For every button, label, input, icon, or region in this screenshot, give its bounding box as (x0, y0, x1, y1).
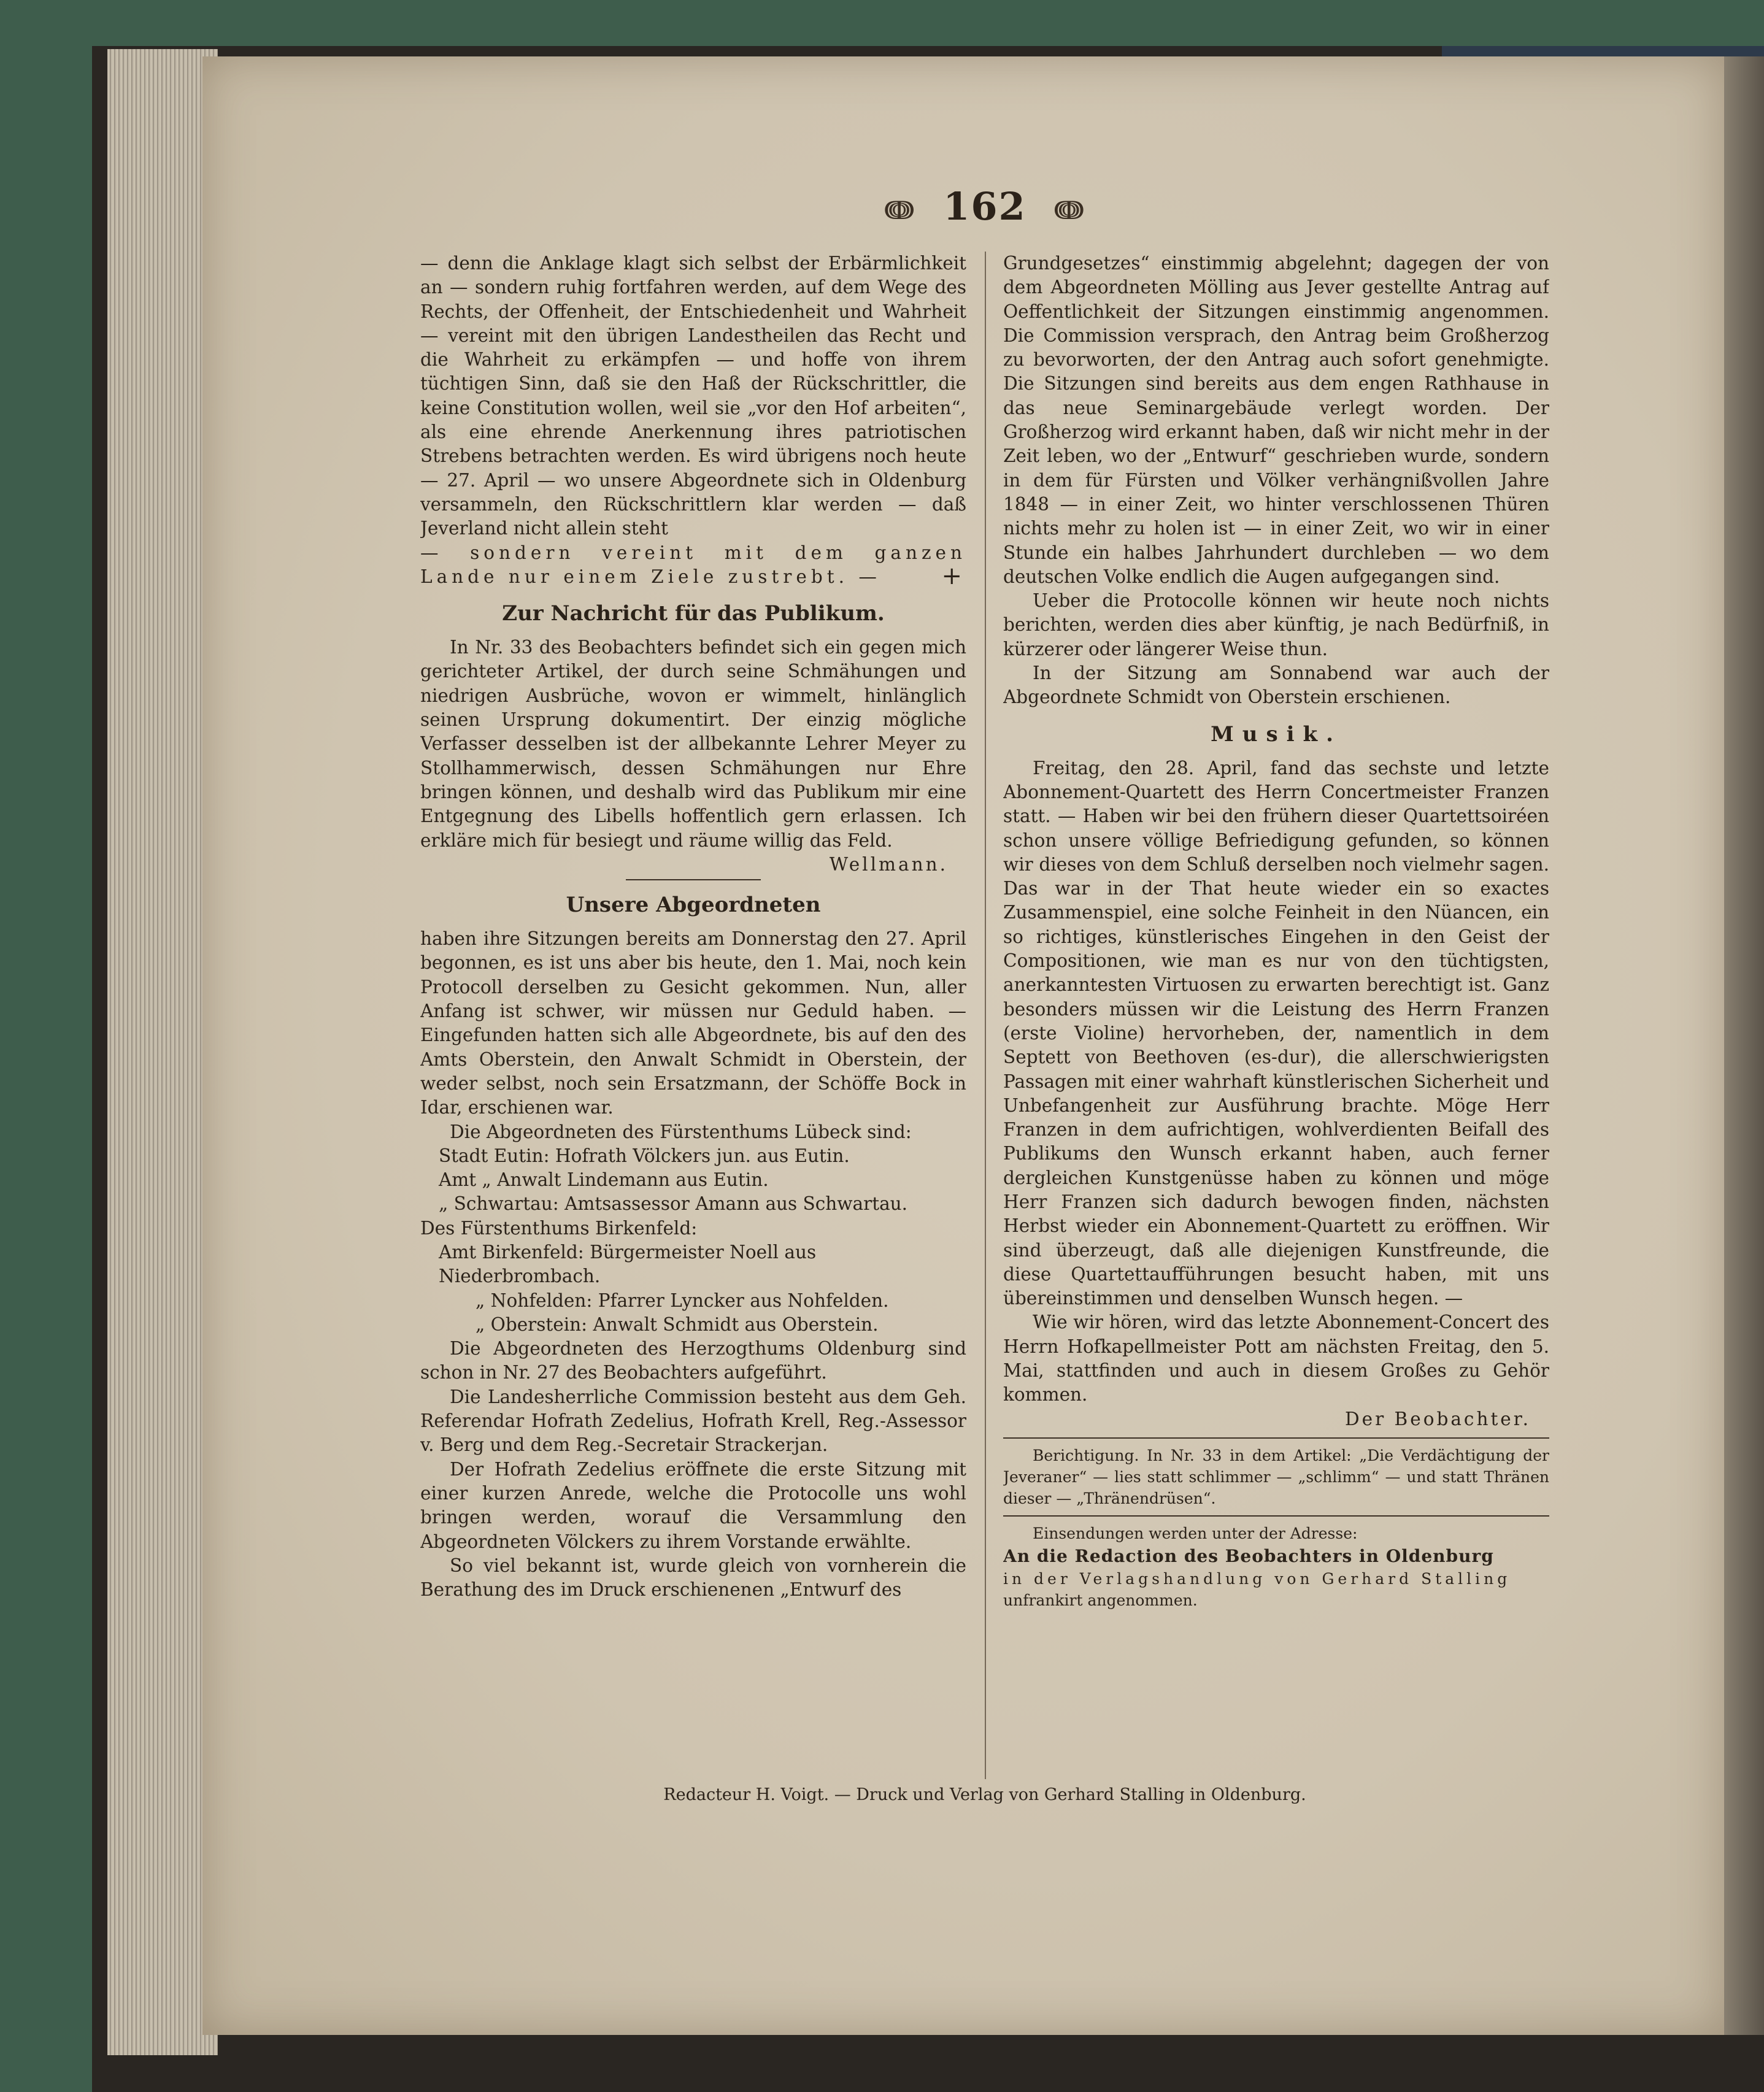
luebeck-list (420, 1144, 966, 1217)
notice-signature: Wellmann. (829, 853, 948, 875)
concert-paragraph: Wie wir hören, wird das letzte Abonnement-Concert des Herrn Hofkapellmeister Pott am nächsten Freitag, den 5. Mai, stattfinden und auch in diesem Großes zu Gehör kommen. (1003, 1312, 1549, 1406)
imprint-footer: Redacteur H. Voigt. — Druck und Verlag von Gerhard Stalling in Oldenburg. (663, 1785, 1306, 1804)
list-item: „ Schwartau: Amtsassessor Amann aus Schwartau. (439, 1193, 908, 1215)
address-rule (1003, 1515, 1549, 1517)
cross-mark: + (941, 561, 966, 590)
deliberation-paragraph: So viel bekannt ist, wurde gleich von vornherein die Berathung des im Druck erschienenen „Entwurf des (420, 1555, 966, 1601)
list-item: Stadt Eutin: Hofrath Völckers jun. aus Eutin. (439, 1145, 850, 1166)
opening-paragraph: Der Hofrath Zedelius eröffnete die erste Sitzung mit einer kurzen Anrede, welche die Protocolle uns wohl bringen werden, worauf die Versammlung den Abgeordneten Völckers zu ihrem Vorstande erwählte. (420, 1458, 966, 1552)
left-column (420, 252, 966, 1804)
notice-paragraph: In Nr. 33 des Beobachters befindet sich ein gegen mich gerichteter Artikel, der durch seine Schmähungen und niedrigen Ausbrüche, wovon er wimmelt, hinlänglich seinen Ursprung dokumentirt. Der einzig mögliche Verfasser desselben ist der allbekannte Lehrer Meyer zu Stollhammerwisch, dessen Schmähungen nur Ehre bringen können, und deshalb wird das Publikum mir eine Entgegnung des Libells hoffentlich gern erlassen. Ich erkläre mich für besiegt und räume willig das Feld. (420, 637, 966, 851)
heading-musik: Musik. (1211, 721, 1342, 747)
article-continuation-spaced: — sondern vereint mit dem ganzen Lande nur einem Ziele zustrebt. — + (420, 542, 966, 590)
luebeck-intro: Die Abgeordneten des Fürstenthums Lübeck sind: (450, 1121, 912, 1142)
submission-line-3: in der Verlagshandlung von Gerhard Stalling (1003, 1570, 1511, 1588)
correction-notice: Berichtigung. In Nr. 33 in dem Artikel: „Die Verdächtigung der Jeveraner“ — lies statt schlimmer — „schlimm“ — und statt Thränen dieser — „Thränendrüsen“. (1003, 1446, 1549, 1507)
heading-abgeordneten: Unsere Abgeordneten (566, 893, 821, 918)
ornament-right-icon: ↈ (1054, 194, 1085, 226)
birkenfeld-list (420, 1240, 966, 1337)
abgeordneten-paragraph: haben ihre Sitzungen bereits am Donnerstag den 27. April begonnen, es ist uns aber bis heute, den 1. Mai, noch kein Protocoll derselben zu Gesicht gekommen. Nun, aller Anfang ist schwer, wir müssen nur Geduld haben. — Eingefunden hatten sich alle Abgeordnete, bis auf den des Amts Oberstein, den Anwalt Schmidt in Oberstein, der weder selbst, noch sein Ersatzmann, der Schöffe Bock in Idar, erschienen war. (420, 928, 966, 1118)
list-item: Amt „ Anwalt Lindemann aus Eutin. (439, 1169, 769, 1191)
list-item: „ Nohfelden: Pfarrer Lyncker aus Nohfelden. (476, 1290, 889, 1311)
oldenburg-paragraph: Die Abgeordneten des Herzogthums Oldenburg sind schon in Nr. 27 des Beobachters aufgeführt. (420, 1338, 966, 1383)
section-rule (626, 879, 761, 880)
page-edges (107, 49, 218, 2055)
music-review-paragraph: Freitag, den 28. April, fand das sechste und letzte Abonnement-Quartett des Herrn Concertmeister Franzen statt. — Haben wir bei den frühern dieser Quartettsoiréen schon unsere völlige Befriedigung gefunden, so können wir dieses von dem Schluß derselben noch vielmehr sagen. Das war in der That heute wieder ein so exactes Zusammenspiel, eine solche Feinheit in den Nüancen, ein so richtiges, künstlerisches Eingehen in den Geist der Compositionen, wie man es nur von den tüchtigsten, anerkanntesten Virtuosen zu erwarten berechtigt ist. Ganz besonders müssen wir die Leistung des Herrn Franzen (erste Violine) hervorheben, der, namentlich in dem Septett von Beethoven (es-dur), die allerschwierigsten Passagen mit einer wahrhaft künstlerischen Sicherheit und Unbefangenheit zur Ausführung brachte. Möge Herr Franzen in dem aufrichtigen, wohlverdienten Beifall des Publikums den Wunsch erkannt haben, auch ferner dergleichen Kunstgenüsse haben zu können und möge Herr Franzen sich dadurch bewogen finden, nächsten Herbst wieder ein Abonnement-Quartett zu eröffnen. Wir sind überzeugt, daß alle diejenigen Kunstfreunde, die diese Quartettaufführungen besucht haben, mit uns übereinstimmen und denselben Wunsch hegen. — (1003, 757, 1549, 1309)
heading-nachricht: Zur Nachricht für das Publikum. (502, 601, 885, 626)
commission-paragraph: Die Landesherrliche Commission besteht aus dem Geh. Referendar Hofrath Zedelius, Hofrath Krell, Reg.-Assessor v. Berg und dem Reg.-Secretair Strackerjan. (420, 1386, 966, 1456)
protocol-paragraph: Ueber die Protocolle können wir heute noch nichts berichten, werden dies aber künftig, je nach Bedürfniß, in kürzerer oder längerer Weise thun. (1003, 590, 1549, 660)
column-divider (985, 252, 986, 1779)
list-item: „ Oberstein: Anwalt Schmidt aus Oberstein. (476, 1313, 879, 1335)
beobachter-signature: Der Beobachter. (1344, 1408, 1531, 1429)
page-number: 162 (943, 184, 1026, 229)
list-item: Amt Birkenfeld: Bürgermeister Noell aus Niederbrombach. (439, 1241, 817, 1287)
submission-line-1: Einsendungen werden unter der Adresse: (1033, 1524, 1358, 1542)
correction-rule (1003, 1437, 1549, 1439)
page-number-header (420, 184, 1549, 233)
article-continuation: — denn die Anklage klagt sich selbst der Erbärmlichkeit an — sondern ruhig fortfahren werden, auf dem Wege des Rechts, der Offenheit, der Entschiedenheit und Wahrheit — vereint mit den übrigen Landestheilen das Recht und die Wahrheit zu erkämpfen — und hoffe von ihrem tüchtigen Sinn, daß sie den Haß der Rückschrittler, die keine Constitution wollen, weil sie „vor den Hof arbeiten“, als eine ehrende Anerkennung ihres patriotischen Strebens betrachten werden. Es wird übrigens noch heute — 27. April — wo unsere Abgeordnete sich in Oldenburg versammeln, den Rückschrittlern klar werden — daß Jeverland nicht allein steht (420, 253, 966, 539)
right-column (1003, 252, 1549, 1804)
submission-line-4: unfrankirt angenommen. (1003, 1591, 1198, 1610)
page-content (420, 184, 1549, 1804)
birkenfeld-intro: Des Fürstenthums Birkenfeld: (420, 1217, 698, 1239)
grundgesetz-paragraph: Grundgesetzes“ einstimmig abgelehnt; dagegen der von dem Abgeordneten Mölling aus Jever gestellte Antrag auf Oeffentlichkeit der Sitzungen einstimmig angenommen. Die Commission versprach, den Antrag beim Großherzog zu bevorworten, der den Antrag auch sofort genehmigte. Die Sitzungen sind bereits aus dem engen Rathhause in das neue Seminargebäude verlegt worden. Der Großherzog wird erkannt haben, daß wir nicht mehr in der Zeit leben, wo der „Entwurf“ geschrieben wurde, sondern in dem für Fürsten und Völker verhängnißvollen Jahre 1848 — in einer Zeit, wo hinter verschlossenen Thüren nichts mehr zu holen ist — in einer Zeit, wo wir in einer Stunde ein halbes Jahrhundert durchleben — wo dem deutschen Volke endlich die Augen aufgegangen sind. (1003, 253, 1549, 587)
submission-address: An die Redaction des Beobachters in Oldenburg (1003, 1545, 1494, 1566)
session-paragraph: In der Sitzung am Sonnabend war auch der Abgeordnete Schmidt von Oberstein erschienen. (1003, 663, 1549, 708)
ornament-left-icon: ↈ (884, 194, 915, 226)
